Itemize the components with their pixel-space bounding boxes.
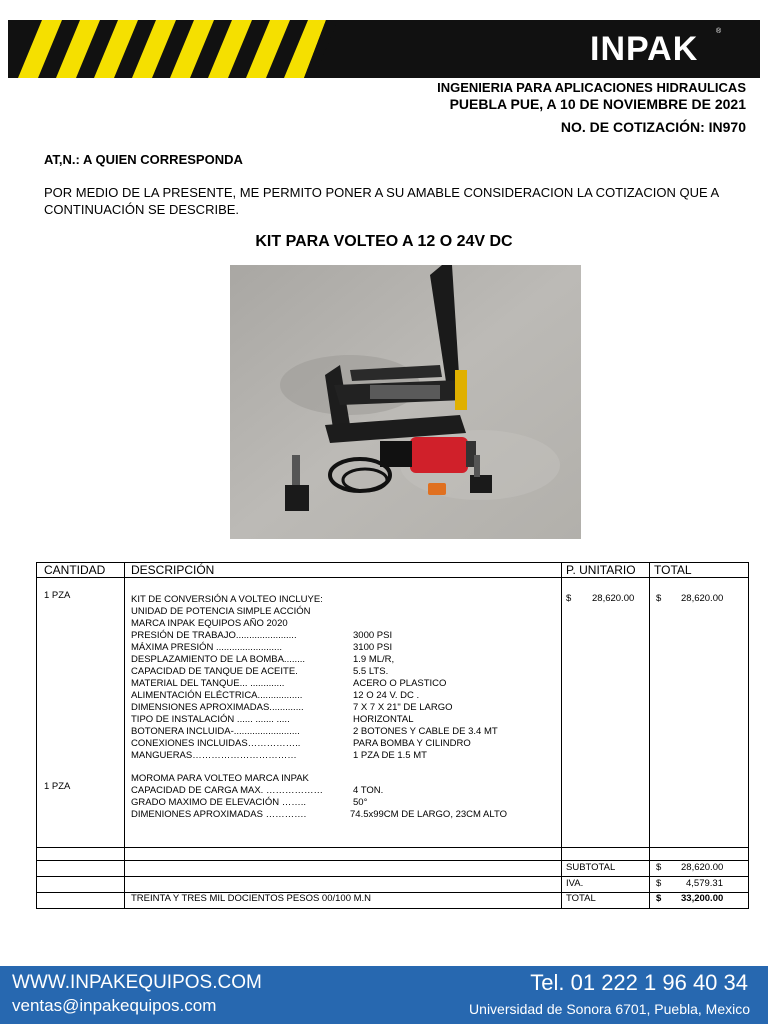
spec-line-label: MARCA INPAK EQUIPOS AÑO 2020 xyxy=(131,618,288,629)
spec-line-value: 3100 PSI xyxy=(353,642,393,653)
spec-line-label: PRESIÓN DE TRABAJO....................... xyxy=(131,630,297,641)
intro-paragraph: POR MEDIO DE LA PRESENTE, ME PERMITO PONER A SU AMABLE CONSIDERACION LA COTIZACION QUE A CONTINUACIÓN SE DESCRIBE. xyxy=(44,185,719,217)
document-title: KIT PARA VOLTEO A 12 O 24V DC xyxy=(255,233,513,250)
iva-label: IVA. xyxy=(566,878,584,889)
spec-line-value: 2 BOTONES Y CABLE DE 3.4 MT xyxy=(353,726,498,737)
spec-line-label: BOTONERA INCLUIDA-......................... xyxy=(131,726,300,737)
spec-line-label: CAPACIDAD DE TANQUE DE ACEITE. xyxy=(131,666,298,677)
spec-line-value: 7 X 7 X 21" DE LARGO xyxy=(353,702,453,713)
total-currency: $ xyxy=(656,893,662,904)
spec-line-label: MOROMA PARA VOLTEO MARCA INPAK xyxy=(131,773,309,784)
phone-number: Tel. 01 222 1 96 40 34 xyxy=(530,970,748,995)
address: Universidad de Sonora 6701, Puebla, Mexico xyxy=(469,1001,750,1017)
spec-line-label: MATERIAL DEL TANQUE... ............. xyxy=(131,678,285,689)
item1-total: 28,620.00 xyxy=(681,593,724,604)
website-link[interactable]: WWW.INPAKEQUIPOS.COM xyxy=(12,972,262,993)
col-header-total: TOTAL xyxy=(654,563,692,577)
company-line: INGENIERIA PARA APLICACIONES HIDRAULICAS xyxy=(437,80,746,95)
spec-line-label: CAPACIDAD DE CARGA MAX. ……………… xyxy=(131,785,323,796)
col-header-quantity: CANTIDAD xyxy=(44,563,106,577)
item1-unit-currency: $ xyxy=(566,593,572,604)
email-link[interactable]: ventas@inpakequipos.com xyxy=(12,996,217,1015)
subtotal-currency: $ xyxy=(656,862,662,873)
spec-line-label: ALIMENTACIÓN ELÉCTRICA................. xyxy=(131,690,303,701)
col-header-unit-price: P. UNITARIO xyxy=(566,563,636,577)
quote-number: NO. DE COTIZACIÓN: IN970 xyxy=(560,119,746,135)
registered-mark: ® xyxy=(716,28,722,35)
item1-total-currency: $ xyxy=(656,593,662,604)
spec-line-value: HORIZONTAL xyxy=(353,714,414,725)
cylinder xyxy=(370,385,440,399)
item2-quantity: 1 PZA xyxy=(44,781,71,792)
subtotal-value: 28,620.00 xyxy=(681,862,724,873)
remote-control xyxy=(428,483,446,495)
spec-line-label: MÁXIMA PRESIÓN ......................... xyxy=(131,642,282,653)
spec-line-label: TIPO DE INSTALACIÓN ...... ....... ..... xyxy=(131,714,290,725)
grand-total-value: 33,200.00 xyxy=(681,893,724,904)
product-photo xyxy=(230,265,581,539)
spec-line-value: 5.5 LTS. xyxy=(353,666,389,677)
spec-line-value: 74.5x99CM DE LARGO, 23CM ALTO xyxy=(350,809,507,820)
spec-line-value: 3000 PSI xyxy=(353,630,393,641)
spec-line-label: KIT DE CONVERSIÓN A VOLTEO INCLUYE: xyxy=(131,594,323,605)
spec-line-value: 1.9 ML/R, xyxy=(353,654,395,665)
total-label: TOTAL xyxy=(566,893,596,904)
spec-line-label: UNIDAD DE POTENCIA SIMPLE ACCIÓN xyxy=(131,606,311,617)
item1-quantity: 1 PZA xyxy=(44,590,71,601)
subtotal-label: SUBTOTAL xyxy=(566,862,616,873)
iva-currency: $ xyxy=(656,878,662,889)
item1-unit-price: 28,620.00 xyxy=(592,593,635,604)
spec-line-value: 1 PZA DE 1.5 MT xyxy=(353,750,427,761)
spec-line-value: 12 O 24 V. DC . xyxy=(353,690,420,701)
spec-line-value: ACERO O PLASTICO xyxy=(353,678,447,689)
spec-line-label: CONEXIONES INCLUIDAS…………….. xyxy=(131,738,301,749)
spec-line-value: 50° xyxy=(353,797,368,808)
spec-line-label: GRADO MAXIMO DE ELEVACIÓN …….. xyxy=(131,797,307,808)
amount-in-words: TREINTA Y TRES MIL DOCIENTOS PESOS 00/100 M.N xyxy=(131,893,372,904)
pump-unit xyxy=(410,437,468,473)
place-date: PUEBLA PUE, A 10 DE NOVIEMBRE DE 2021 xyxy=(449,96,746,112)
spec-line-label: MANGUERAS…………………………… xyxy=(131,750,297,761)
col-header-description: DESCRIPCIÓN xyxy=(131,563,215,577)
spec-line-label: DESPLAZAMIENTO DE LA BOMBA........ xyxy=(131,654,306,665)
spec-line-label: DIMENIONES APROXIMADAS …………. xyxy=(131,809,307,820)
spec-line-value: 4 TON. xyxy=(353,785,384,796)
spec-line-value: PARA BOMBA Y CILINDRO xyxy=(353,738,471,749)
brand-logo: INPAK xyxy=(590,30,699,68)
spec-line-label: DIMENSIONES APROXIMADAS............. xyxy=(131,702,304,713)
iva-value: 4,579.31 xyxy=(686,878,723,889)
attention-line: AT,N.: A QUIEN CORRESPONDA xyxy=(44,152,243,167)
